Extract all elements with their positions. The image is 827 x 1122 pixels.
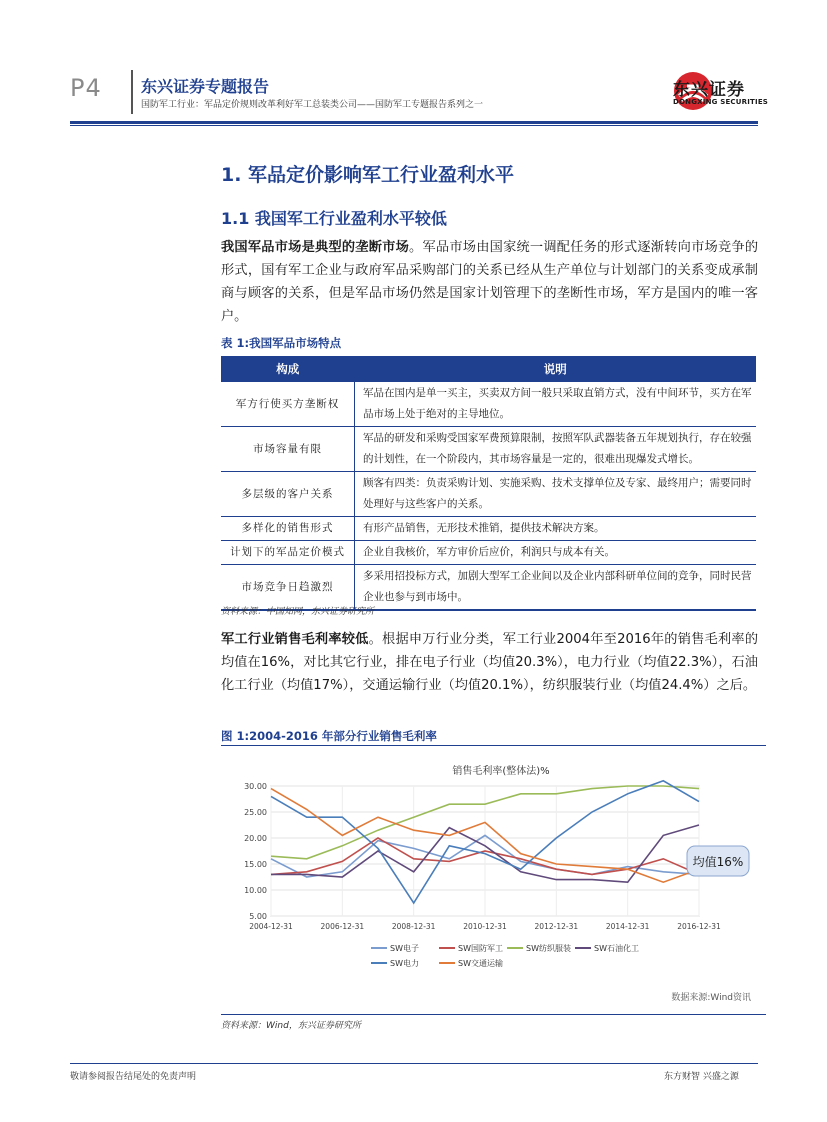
table-header-cell: 构成 — [221, 356, 355, 382]
table-cell-value: 企业自我核价，军方审价后应价，利润只与成本有关。 — [355, 541, 757, 565]
y-tick-label: 15.00 — [244, 860, 267, 869]
table-cell-value: 有形产品销售，无形技术推销，提供技术解决方案。 — [355, 517, 757, 541]
y-tick-label: 25.00 — [244, 808, 267, 817]
table-cell-value: 军品的研发和采购受国家军费预算限制，按照军队武器装备五年规划执行，存在较强的计划性，在一个阶段内，其市场容量是一定的，很难出现爆发式增长。 — [355, 427, 757, 472]
y-tick-label: 10.00 — [244, 886, 267, 895]
footer-disclaimer: 敬请参阅报告结尾处的免责声明 — [70, 1072, 197, 1082]
page-number: P4 — [70, 74, 102, 102]
table-row — [221, 541, 756, 565]
x-tick-label: 2016-12-31 — [677, 922, 721, 931]
report-subtitle: 国防军工行业：军品定价规则改革利好军工总装类公司——国防军工专题报告系列之一 — [141, 100, 484, 110]
x-tick-label: 2012-12-31 — [534, 922, 579, 931]
figure-rule-top — [221, 745, 766, 746]
table-cell-key: 市场容量有限 — [221, 427, 355, 472]
table-cell-value: 军品在国内是单一买主，买卖双方间一般只采取直销方式，没有中间环节，买方在军品市场上处于绝对的主导地位。 — [355, 382, 757, 427]
legend-entry: SW国防军工 — [458, 944, 503, 953]
table-cell-key: 市场竞争日趋激烈 — [221, 565, 355, 611]
table-cell-value: 多采用招投标方式，加剧大型军工企业间以及企业内部科研单位间的竞争，同时民营企业也参与到市场中。 — [355, 565, 757, 611]
table-cell-key: 多层级的客户关系 — [221, 472, 355, 517]
footer-rule — [70, 1063, 758, 1064]
legend-entry: SW电子 — [390, 944, 419, 953]
table-row — [221, 517, 756, 541]
market-features-table — [221, 356, 756, 611]
header-rule — [70, 121, 758, 124]
legend-entry: SW石油化工 — [594, 944, 639, 953]
paragraph-body: 。根据申万行业分类，军工行业2004年至2016年的销售毛利率的均值在16%，对比其它行业，排在电子行业（均值20.3%），电力行业（均值22.3%），石油化工行业（均值17%），交通运输行业（均值20.1%），纺织服装行业（均值24.4%）之后。 — [221, 632, 759, 693]
annotation-label: 均值16% — [692, 855, 744, 869]
paragraph-market — [221, 236, 758, 328]
subsection-heading: 1.1 我国军工行业盈利水平较低 — [221, 209, 447, 228]
table-title: 表 1:我国军品市场特点 — [221, 336, 342, 350]
figure-rule-bottom — [221, 1014, 766, 1015]
header-divider — [131, 70, 133, 114]
header-rule-thin — [70, 125, 758, 126]
chart-watermark: 数据来源:Wind资讯 — [671, 993, 751, 1003]
paragraph-body: 。军品市场由国家统一调配任务的形式逐渐转向市场竞争的形式，国有军工企业与政府军品采购部门的关系已经从生产单位与计划部门的关系变成承制商与顾客的关系，但是军品市场仍然是国家计划管理下的垄断性市场，军方是国内的唯一客户。 — [221, 240, 759, 324]
table-row — [221, 427, 756, 472]
legend-entry: SW电力 — [390, 959, 419, 968]
legend-entry: SW交通运输 — [458, 959, 503, 968]
table-cell-key: 计划下的军品定价模式 — [221, 541, 355, 565]
logo-text: 东兴证券 — [673, 80, 745, 100]
table-header-cell: 说明 — [355, 356, 757, 382]
legend-entry: SW纺织服装 — [526, 944, 571, 953]
table-cell-key: 军方行使买方垄断权 — [221, 382, 355, 427]
table-cell-value: 顾客有四类：负责采购计划、实施采购、技术支撑单位及专家、最终用户；需要同时处理好与这些客户的关系。 — [355, 472, 757, 517]
report-series-title: 东兴证券专题报告 — [141, 77, 270, 96]
paragraph-lead: 军工行业销售毛利率较低 — [221, 632, 369, 647]
footer-slogan: 东方财智 兴盛之源 — [664, 1072, 739, 1082]
x-tick-label: 2014-12-31 — [605, 922, 650, 931]
figure-source: 资料来源：Wind，东兴证券研究所 — [221, 1021, 361, 1031]
table-row — [221, 382, 756, 427]
x-tick-label: 2010-12-31 — [463, 922, 507, 931]
gross-margin-chart — [221, 748, 766, 1012]
x-tick-label: 2004-12-31 — [249, 922, 293, 931]
table-cell-key: 多样化的销售形式 — [221, 517, 355, 541]
y-tick-label: 30.00 — [244, 782, 267, 791]
x-tick-label: 2008-12-31 — [391, 922, 436, 931]
logo-text-en: DONGXING SECURITIES — [673, 98, 769, 106]
y-tick-label: 5.00 — [249, 912, 267, 921]
table-header-row — [221, 356, 756, 382]
section-heading: 1. 军品定价影响军工行业盈利水平 — [221, 164, 515, 186]
table-row — [221, 472, 756, 517]
x-tick-label: 2006-12-31 — [320, 922, 365, 931]
chart-title: 销售毛利率(整体法)% — [452, 766, 550, 777]
table-source: 资料来源：中国知网，东兴证券研究所 — [221, 607, 375, 617]
y-tick-label: 20.00 — [244, 834, 267, 843]
paragraph-lead: 我国军品市场是典型的垄断市场 — [221, 240, 410, 255]
figure-title: 图 1:2004-2016 年部分行业销售毛利率 — [221, 729, 437, 743]
paragraph-margin — [221, 628, 758, 697]
